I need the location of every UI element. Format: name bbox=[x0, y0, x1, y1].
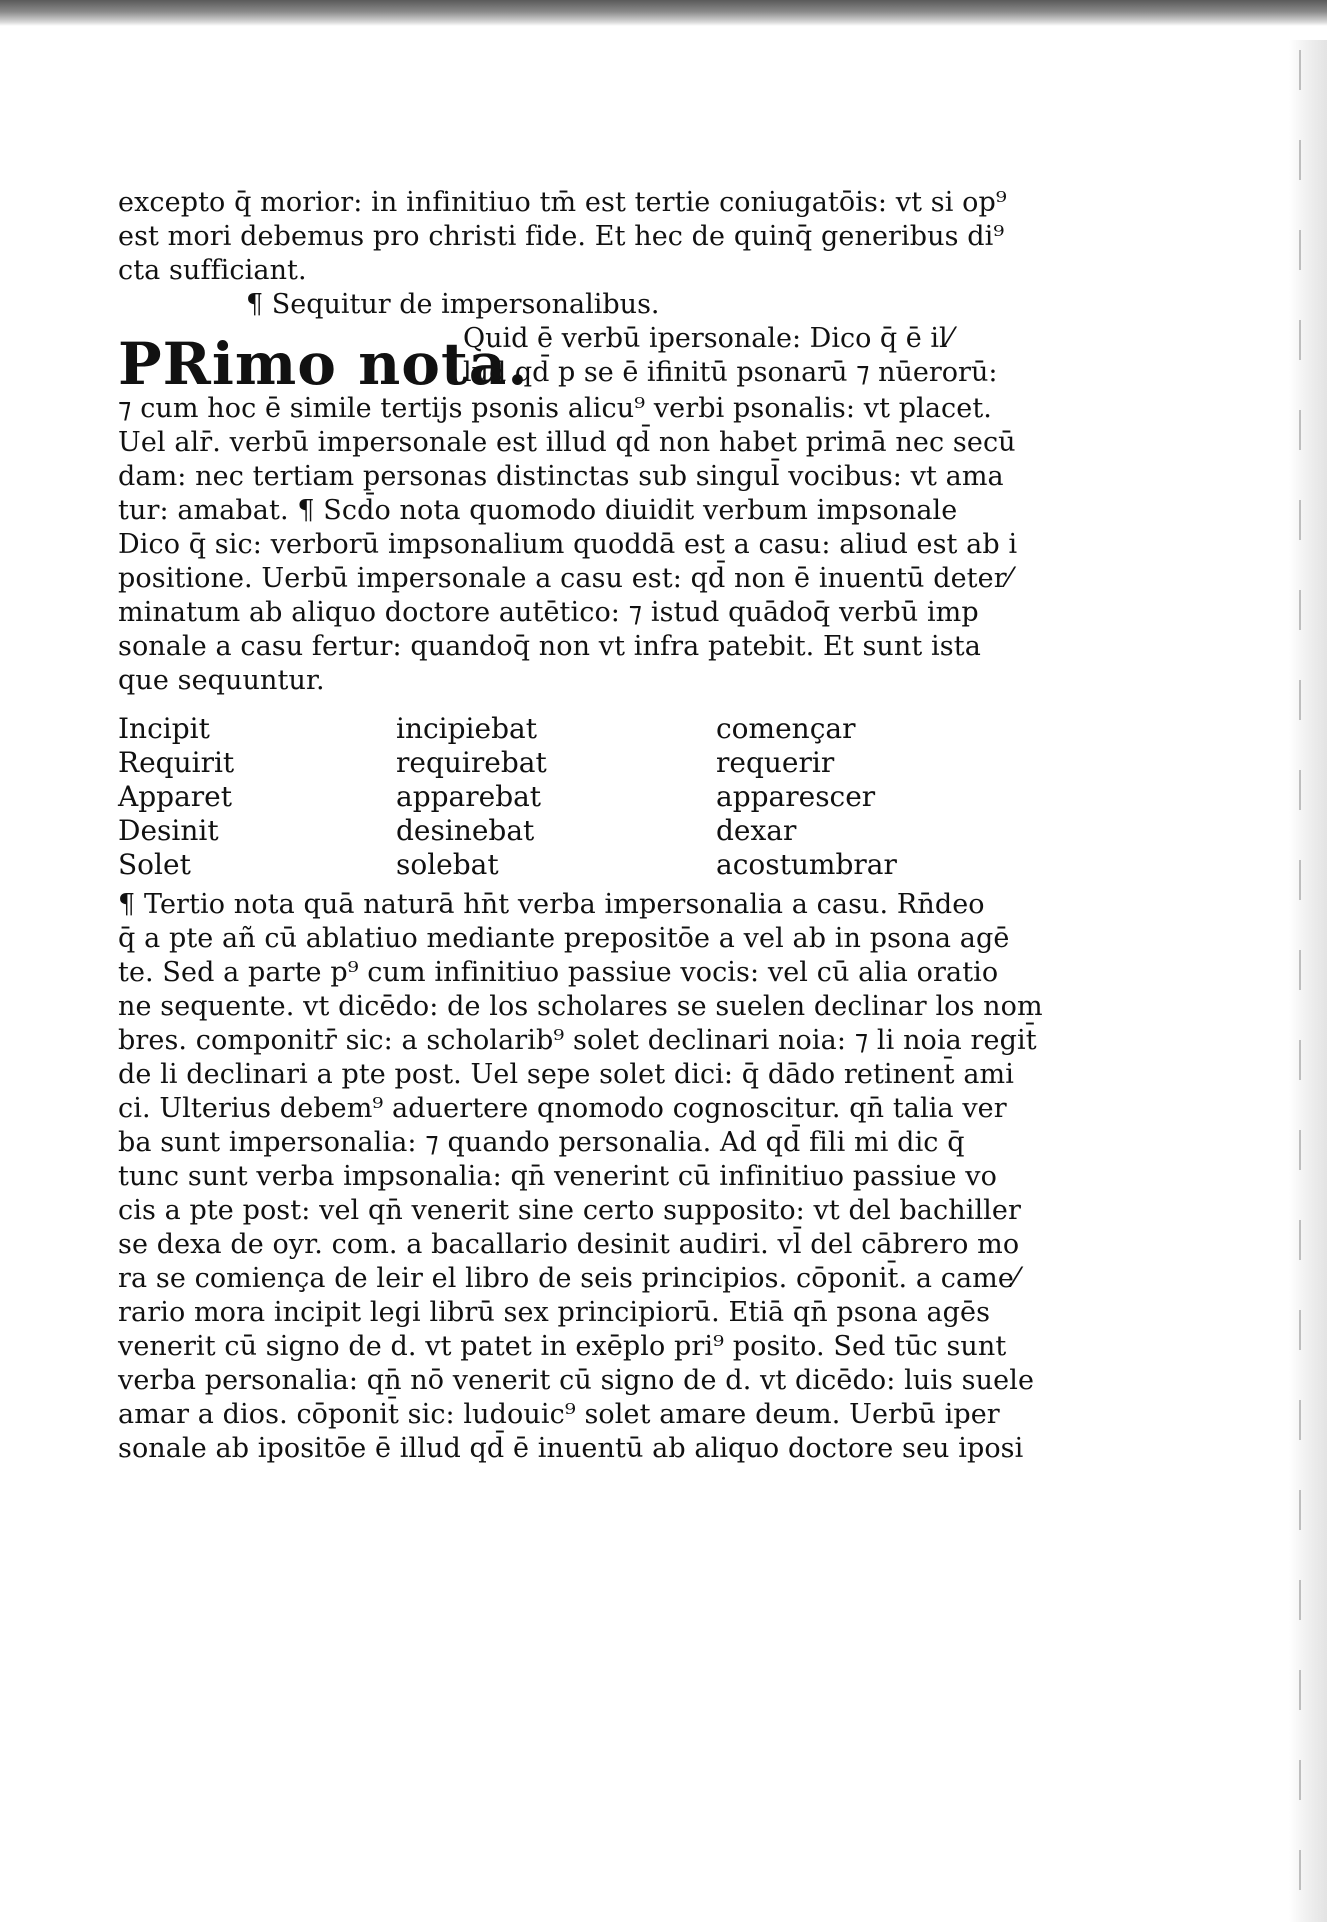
text-line: amar a dios. cōponit̄ sic: ludouic⁹ solet amare deum. Uerbū iper bbox=[118, 1399, 1000, 1430]
text-line: ra se comiença de leir el libro de seis principios. cōponit̄. a came⁄ bbox=[118, 1263, 1019, 1294]
table-cell-latin-imperfect: apparebat bbox=[396, 780, 542, 813]
table-cell-latin-present: Solet bbox=[118, 848, 191, 881]
table-cell-latin-imperfect: incipiebat bbox=[396, 712, 537, 745]
text-line: q̄ a pte añ cū ablatiuo mediante prepositōe a vel ab in psona agē bbox=[118, 923, 1010, 954]
decorated-initial-words: PRimo nota. bbox=[118, 330, 529, 398]
table-cell-latin-present: Apparet bbox=[118, 780, 232, 813]
text-line: lud qd̄ p se ē ifinitū psonarū ⁊ nūerorū: bbox=[463, 357, 998, 388]
table-cell-latin-present: Requirit bbox=[118, 746, 235, 779]
text-line: ba sunt impersonalia: ⁊ quando personalia. Ad qd̄ fili mi dic q̄ bbox=[118, 1127, 965, 1158]
text-line: cta sufficiant. bbox=[118, 255, 307, 286]
text-line: dam: nec tertiam personas distinctas sub singul̄ vocibus: vt ama bbox=[118, 461, 1004, 492]
table-cell-latin-imperfect: requirebat bbox=[396, 746, 547, 779]
text-line: sonale a casu fertur: quandoq̄ non vt infra patebit. Et sunt ista bbox=[118, 631, 981, 662]
text-line: est mori debemus pro christi fide. Et hec de quinq̄ generibus di⁹ bbox=[118, 221, 1005, 252]
table-cell-latin-imperfect: desinebat bbox=[396, 814, 535, 847]
text-line: de li declinari a pte post. Uel sepe solet dici: q̄ dādo retinent̄ ami bbox=[118, 1059, 1014, 1090]
text-line: verba personalia: qn̄ nō venerit cū signo de d. vt dicēdo: luis suele bbox=[118, 1365, 1035, 1396]
text-line: tunc sunt verba impsonalia: qn̄ venerint cū infinitiuo passiue vo bbox=[118, 1161, 997, 1192]
table-row bbox=[118, 848, 958, 882]
table-cell-latin-present: Incipit bbox=[118, 712, 210, 745]
text-line: te. Sed a parte p⁹ cum infinitiuo passiue vocis: vel cū alia oratio bbox=[118, 957, 999, 988]
text-line: bres. componitr̄ sic: a scholarib⁹ solet declinari noia: ⁊ li noia regit̄ bbox=[118, 1025, 1037, 1056]
table-cell-latin-imperfect: solebat bbox=[396, 848, 499, 881]
text-line: tur: amabat. ¶ Scd̄o nota quomodo diuidit verbum impsonale bbox=[118, 495, 958, 526]
text-line: ¶ Tertio nota quā naturā hn̄t verba impersonalia a casu. Rn̄deo bbox=[118, 889, 985, 920]
table-row bbox=[118, 712, 958, 746]
text-line: se dexa de oyr. com. a bacallario desinit audiri. vl̄ del cābrero mo bbox=[118, 1229, 1020, 1260]
table-cell-vernacular: apparescer bbox=[716, 780, 876, 813]
text-line: excepto q̄ morior: in infinitiuo tm̄ est tertie coniugatōis: vt si op⁹ bbox=[118, 187, 1007, 218]
text-line: sonale ab ipositōe ē illud qd̄ ē inuentū ab aliquo doctore seu iposi bbox=[118, 1433, 1024, 1464]
table-cell-vernacular: requerir bbox=[716, 746, 835, 779]
text-line: rario mora incipit legi librū sex principiorū. Etiā qn̄ psona agēs bbox=[118, 1297, 991, 1328]
text-line: Quid ē verbū ipersonale: Dico q̄ ē il⁄ bbox=[463, 323, 953, 354]
table-row bbox=[118, 814, 958, 848]
table-cell-vernacular: acostumbrar bbox=[716, 848, 897, 881]
binding-shadow bbox=[1299, 50, 1301, 1910]
text-line: minatum ab aliquo doctore autētico: ⁊ istud quādoq̄ verbū imp bbox=[118, 597, 979, 628]
text-line: cis a pte post: vel qn̄ venerit sine certo supposito: vt del bachiller bbox=[118, 1195, 1022, 1226]
text-line: venerit cū signo de d. vt patet in exēplo pri⁹ posito. Sed tūc sunt bbox=[118, 1331, 1007, 1362]
table-cell-vernacular: dexar bbox=[716, 814, 797, 847]
text-line: positione. Uerbū impersonale a casu est: qd̄ non ē inuentū deter⁄ bbox=[118, 563, 1012, 594]
text-line: ci. Ulterius debem⁹ aduertere qnomodo cognoscitur. qn̄ talia ver bbox=[118, 1093, 1007, 1124]
table-row bbox=[118, 780, 958, 814]
text-line: ne sequente. vt dicēdo: de los scholares se suelen declinar los nom bbox=[118, 991, 1043, 1022]
page-top-edge bbox=[0, 0, 1327, 26]
table-row bbox=[118, 746, 958, 780]
text-line: que sequuntur. bbox=[118, 665, 325, 696]
text-line: Uel alr̄. verbū impersonale est illud qd̄ non habet primā nec secū bbox=[118, 427, 1016, 458]
section-heading: ¶ Sequitur de impersonalibus. bbox=[246, 289, 660, 320]
table-cell-latin-present: Desinit bbox=[118, 814, 219, 847]
text-line: Dico q̄ sic: verborū impsonalium quoddā est a casu: aliud est ab i bbox=[118, 529, 1018, 560]
page-right-margin bbox=[1289, 40, 1327, 1922]
text-line: ⁊ cum hoc ē simile tertijs psonis alicu⁹ verbi psonalis: vt placet. bbox=[118, 393, 992, 424]
table-cell-vernacular: començar bbox=[716, 712, 856, 745]
